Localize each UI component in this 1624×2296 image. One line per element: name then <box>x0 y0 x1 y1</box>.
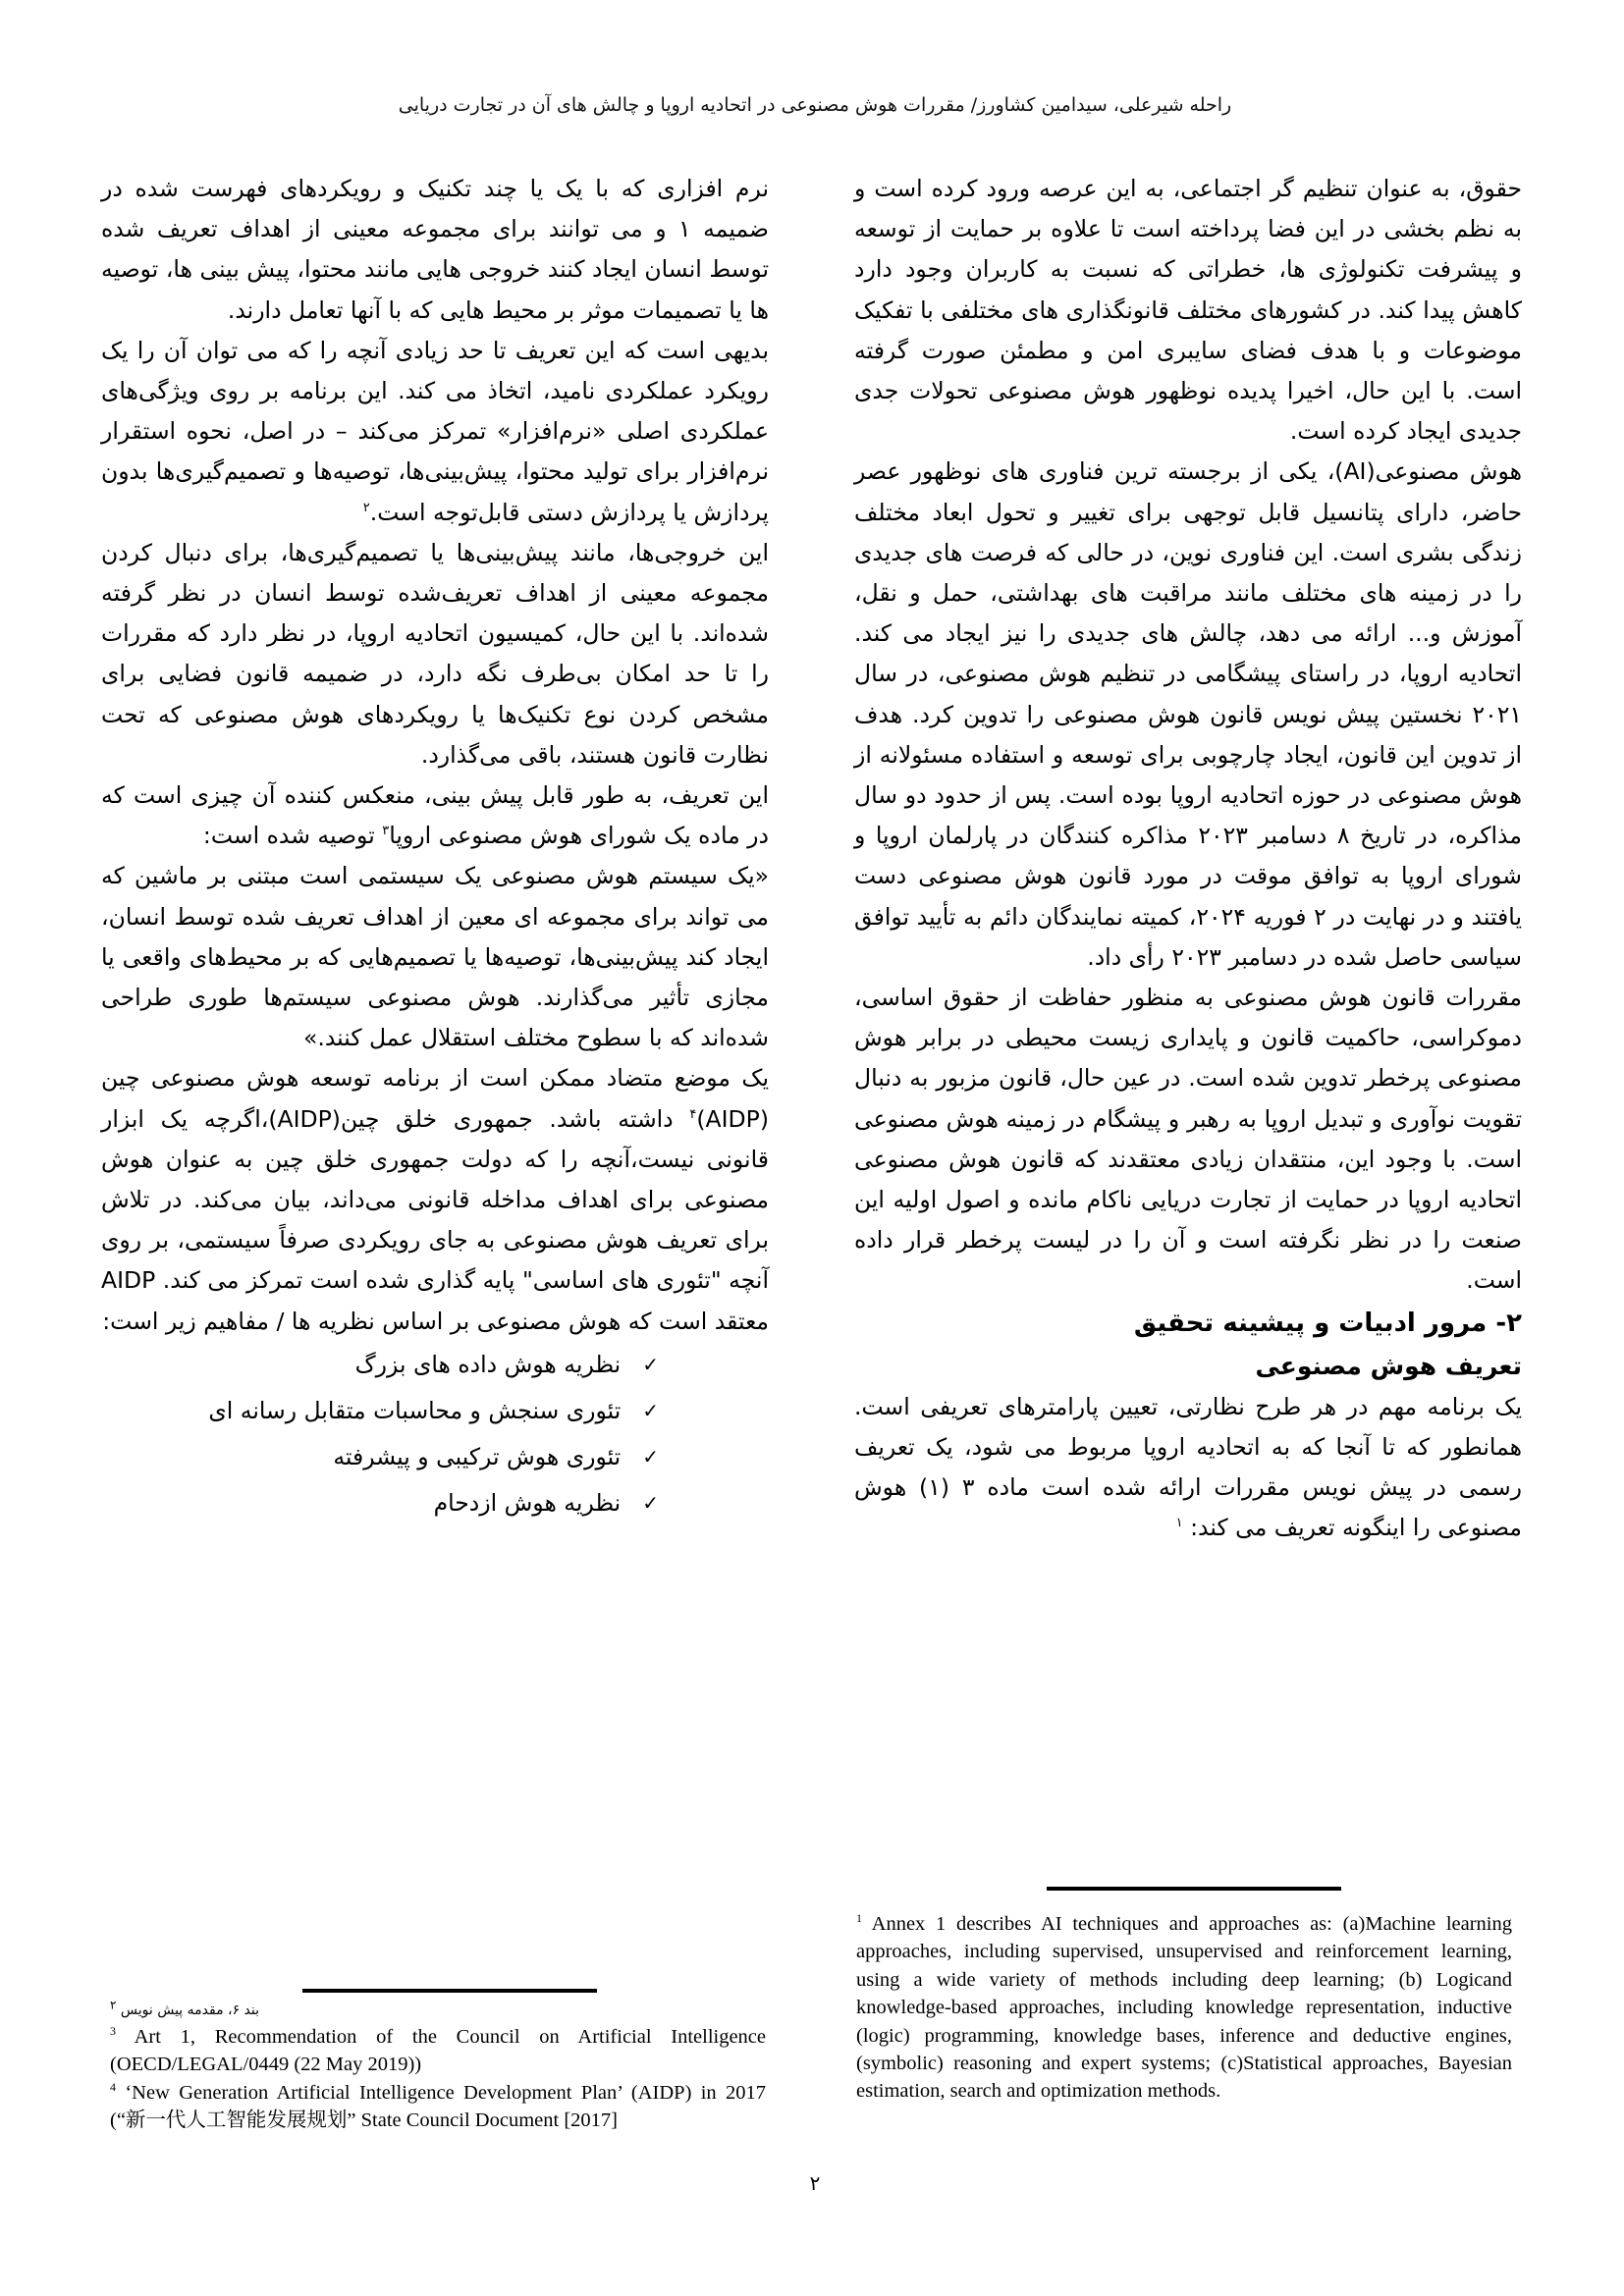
block-quote: «یک سیستم هوش مصنوعی یک سیستمی است مبتنی بر ماشین که می تواند برای مجموعه ای معین از اهداف تعریف شده توسط انسان، ایجاد کند پیش‌بینی‌ها، توصیه‌ها یا تصمیم‌هایی که بر محیط‌های واقعی یا مجازی تأثیر می‌گذارند. هوش مصنوعی سیستم‌ها طوری طراحی شده‌اند که با سطوح مختلف استقلال عمل کنند.» <box>101 862 769 1052</box>
subsection-heading: تعریف هوش مصنوعی <box>1255 1351 1522 1380</box>
section-heading: ۲- مرور ادبیات و پیشینه تحقیق <box>1133 1308 1522 1338</box>
checklist-item <box>101 1434 659 1480</box>
paragraph-text: توصیه شده است: <box>202 822 383 850</box>
paragraph-text: یک برنامه مهم در هر طرح نظارتی، تعیین پارامترهای تعریفی است. همانطور که تا آنجا که به اتحادیه اروپا مربوط می شود، یک تعریف رسمی در پیش نویس مقررات ارائه شده است ماده ۳ (۱) هوش مصنوعی را اینگونه تعریف می کند: <box>854 1392 1522 1542</box>
footnotes-right <box>856 1910 1512 2106</box>
paragraph-text: یک موضع متضاد ممکن است از برنامه توسعه هوش مصنوعی چین (AIDP) <box>101 1064 769 1133</box>
footnote-separator-left <box>302 1989 597 1993</box>
checklist-item-label: نظریه هوش داده های بزرگ <box>354 1350 622 1378</box>
footnote-marker: 3 <box>110 2024 116 2039</box>
right-column <box>854 169 1522 1549</box>
checklist-item <box>101 1388 659 1434</box>
footnote-ref[interactable]: ۲ <box>362 500 370 515</box>
body-paragraph: مقررات قانون هوش مصنوعی به منظور حفاظت از حقوق اساسی، دموکراسی، حاکمیت قانون و پایداری زیست محیطی در برابر هوش مصنوعی پرخطر تدوین شده است. در عین حال، قانون مزبور به دنبال تقویت نوآوری و تبدیل اروپا به رهبر و پیشگام در زمینه هوش مصنوعی است. با وجود این، منتقدان زیادی معتقدند که قانون هوش مصنوعی اتحادیه اروپا در حمایت از تجارت دریایی ناکام مانده و اصول اولیه این صنعت را در نظر نگرفته است و آن را در لیست پرخطر قرار داده است. <box>854 984 1522 1295</box>
checkmark-icon: ✓ <box>642 1490 659 1515</box>
paragraph-text: داشته باشد. جمهوری خلق چین(AIDP)،اگرچه یک ابزار قانونی نیست،آنچه را که دولت جمهوری خلق چین به عنوان هوش مصنوعی برای اهداف مداخله قانونی می‌داند، بیان می‌کند. در تلاش برای تعریف هوش مصنوعی به جای رویکردی صرفاً سیستمی، بر روی آنچه "تئوری های اساسی" پایه گذاری شده است تمرکز می کند. AIDP معتقد است که هوش مصنوعی بر اساس نظریه ها / مفاهیم زیر است: <box>101 1104 769 1335</box>
checkmark-icon: ✓ <box>642 1398 659 1422</box>
footnote-2 <box>110 1998 766 2023</box>
footnote-text: Art 1, Recommendation of the Council on Artificial Intelligence (OECD/LEGAL/0449 (22 May 2019)) <box>110 2026 767 2076</box>
running-header: راحله شیرعلی، سیدامین کشاورز/ مقررات هوش مصنوعی در اتحادیه اروپا و چالش های آن در تجارت دریایی <box>398 94 1232 116</box>
body-paragraph <box>101 331 769 533</box>
left-column <box>101 169 769 1526</box>
footnote-text: بند ۶، مقدمه پیش نویس <box>120 2002 260 2018</box>
footnote-separator-right <box>1047 1887 1341 1891</box>
checklist-item-label: تئوری سنجش و محاسبات متقابل رسانه ای <box>208 1396 622 1424</box>
footnote-1 <box>856 1910 1512 2106</box>
paragraph-text: این تعریف، به طور قابل پیش بینی، منعکس کننده آن چیزی است که در ماده یک شورای هوش مصنوعی اروپا <box>101 781 769 850</box>
body-paragraph: نرم افزاری که با یک یا چند تکنیک و رویکردهای فهرست شده در ضمیمه ۱ و می توانند برای مجموعه معینی از اهداف تعریف شده توسط انسان ایجاد کنند خروجی هایی مانند محتوا، پیش بینی ها، توصیه ها یا تصمیمات موثر بر محیط هایی که با آنها تعامل دارند. <box>101 175 769 324</box>
checklist-item <box>101 1342 659 1388</box>
footnote-ref[interactable]: ۴ <box>689 1106 697 1122</box>
page-number: ۲ <box>809 2171 821 2195</box>
checklist-item-label: نظریه هوش ازدحام <box>433 1488 622 1517</box>
footnote-marker: 4 <box>110 2079 116 2094</box>
footnote-3 <box>110 2023 766 2079</box>
body-paragraph <box>854 1387 1522 1549</box>
checklist-item <box>101 1480 659 1526</box>
footnotes-left <box>110 1998 766 2135</box>
theory-checklist <box>101 1342 769 1526</box>
footnote-ref[interactable]: ۳ <box>382 824 390 839</box>
checkmark-icon: ✓ <box>642 1444 659 1468</box>
footnote-ref[interactable]: ۱ <box>1175 1516 1183 1531</box>
footnote-marker: ۲ <box>110 1998 117 2012</box>
footnote-marker: 1 <box>856 1911 862 1926</box>
body-paragraph: این خروجی‌ها، مانند پیش‌بینی‌ها یا تصمیم‌گیری‌ها، برای دنبال کردن مجموعه معینی از اهداف تعریف‌شده توسط انسان در نظر گرفته شده‌اند. با این حال، کمیسیون اتحادیه اروپا، در نظر دارد که مقررات را تا حد امکان بی‌طرف نگه دارد، در ضمیمه قانون فضایی برای مشخص کردن نوع تکنیک‌ها یا رویکردهای هوش مصنوعی که تحت نظارت قانون هستند، باقی می‌گذارد. <box>101 538 769 769</box>
body-paragraph <box>101 1058 769 1341</box>
checklist-item-label: تئوری هوش ترکیبی و پیشرفته <box>333 1442 622 1470</box>
footnote-text: Annex 1 describes AI techniques and approaches as: (a)Machine learning approaches, including supervised, unsupervised and reinforcement learning, using a wide variety of methods including deep learning; (b) Logicand knowledge-based approaches, including knowledge representation, inductive (logic) programming, knowledge bases, inference and deductive engines, (symbolic) reasoning and expert systems; (c)Statistical approaches, Bayesian estimation, search and optimization methods. <box>856 1913 1512 2103</box>
paragraph-text: بدیهی است که این تعریف تا حد زیادی آنچه را که می توان آن را یک رویکرد عملکردی نامید، اتخاذ می کند. این برنامه بر روی ویژگی‌های عملکردی اصلی «نرم‌افزار» تمرکز می‌کند – در اصل، نحوه استقرار نرم‌افزار برای تولید محتوا، پیش‌بینی‌ها، توصیه‌ها و تصمیم‌گیری‌ها بدون پردازش یا پردازش دستی قابل‌توجه است. <box>101 336 769 526</box>
footnote-text: ‘New Generation Artificial Intelligence Development Plan’ (AIDP) in 2017 (“新一代人工智能发展规划” State Council Document [2017] <box>110 2081 767 2132</box>
footnote-4 <box>110 2079 766 2135</box>
body-paragraph: هوش مصنوعی(AI)، یکی از برجسته ترین فناوری های نوظهور عصر حاضر، دارای پتانسیل قابل توجهی برای تغییر و تحول ابعاد مختلف زندگی بشری است. این فناوری نوین، در حالی که فرصت های جدیدی را در زمینه های مختلف مانند مراقبت های بهداشتی، حمل و نقل، آموزش و... ارائه می دهد، چالش های جدیدی را نیز ایجاد می کند. اتحادیه اروپا، در راستای پیشگامی در تنظیم هوش مصنوعی، در سال ۲۰۲۱ نخستین پیش نویس قانون هوش مصنوعی را تدوین کرد. هدف از تدوین این قانون، ایجاد چارچوبی برای توسعه و استفاده مسئولانه از هوش مصنوعی در حوزه اتحادیه اروپا بوده است. پس از حدود دو سال مذاکره، در تاریخ ۸ دسامبر ۲۰۲۳ مذاکره کنندگان در پارلمان اروپا و شورای اروپا به توافق موقت در مورد قانون هوش مصنوعی دست یافتند و در نهایت در ۲ فوریه ۲۰۲۴، کمیته نمایندگان دائم به تأیید توافق سیاسی حاصل شده در دسامبر ۲۰۲۳ رأی داد. <box>854 457 1522 971</box>
body-paragraph <box>101 775 769 856</box>
body-paragraph: حقوق، به عنوان تنظیم گر اجتماعی، به این عرصه ورود کرده است و به نظم بخشی در این فضا پرداخته است تا علاوه بر حمایت از توسعه و پیشرفت تکنولوژی ها، خطراتی که نسبت به کاربران وجود دارد کاهش پیدا کند. در کشورهای مختلف قانونگذاری های مختلفی با تفکیک موضوعات و با هدف فضای سایبری امن و مطمئن صورت گرفته است. با این حال، اخیرا پدیده نوظهور هوش مصنوعی تحولات جدی جدیدی ایجاد کرده است. <box>854 175 1522 446</box>
checkmark-icon: ✓ <box>642 1352 659 1376</box>
